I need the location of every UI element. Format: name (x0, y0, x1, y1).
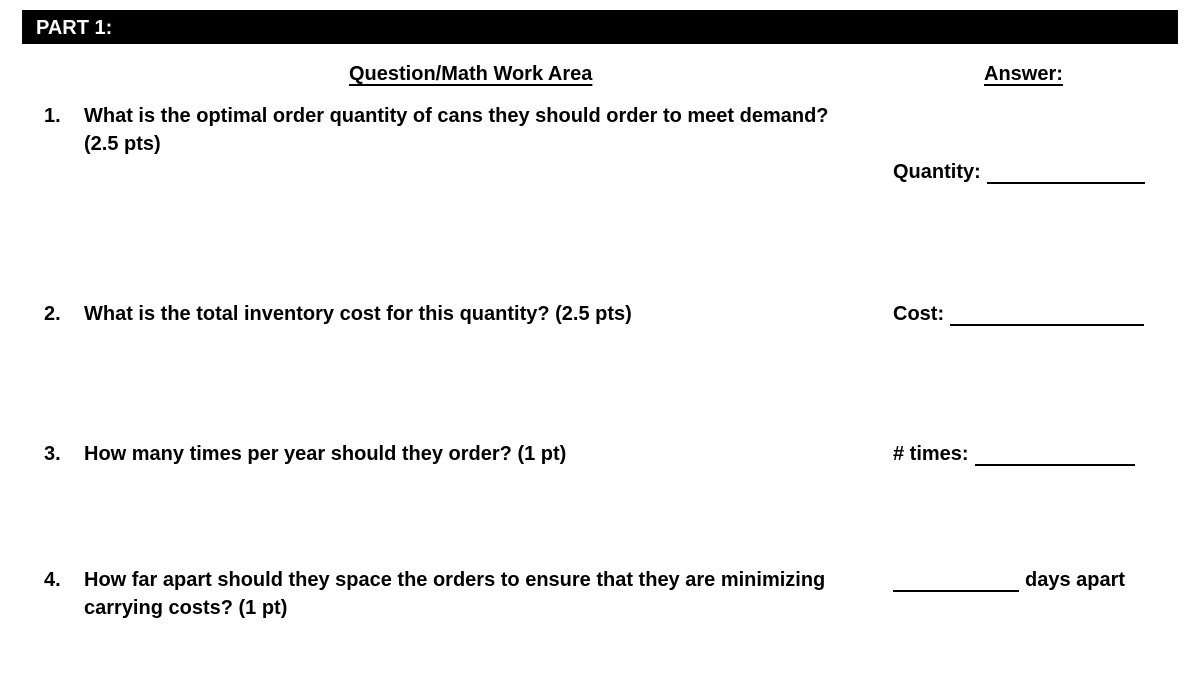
answer-header: Answer: (984, 63, 1063, 85)
question-text: What is the optimal order quantity of cans they should order to meet demand? (2.5 pts) (84, 105, 829, 155)
part-banner (22, 10, 1178, 44)
answer-label: Cost: (893, 303, 945, 325)
quantity-answer-blank[interactable] (987, 164, 1145, 184)
question-text: What is the total inventory cost for this quantity? (2.5 pts) (84, 303, 632, 325)
question-number: 1. (44, 105, 61, 127)
question-text: How far apart should they space the orders to ensure that they are minimizing carrying costs? (1 pt) (84, 569, 826, 619)
answer-label: Quantity: (893, 161, 981, 183)
work-area-header: Question/Math Work Area (349, 63, 593, 85)
answer-quantity (893, 160, 1145, 184)
question-text: How many times per year should they order? (1 pt) (84, 443, 567, 465)
part-title: PART 1: (36, 17, 113, 39)
answer-times (893, 442, 1135, 466)
days-answer-blank[interactable] (893, 572, 1019, 592)
question-number: 3. (44, 443, 61, 465)
answer-cost (893, 302, 1144, 326)
answer-suffix: days apart (1025, 569, 1126, 591)
cost-answer-blank[interactable] (950, 306, 1144, 326)
times-answer-blank[interactable] (975, 446, 1135, 466)
question-number: 2. (44, 303, 61, 325)
answer-days-apart (893, 568, 1125, 592)
answer-label: # times: (893, 443, 969, 465)
question-number: 4. (44, 569, 61, 591)
